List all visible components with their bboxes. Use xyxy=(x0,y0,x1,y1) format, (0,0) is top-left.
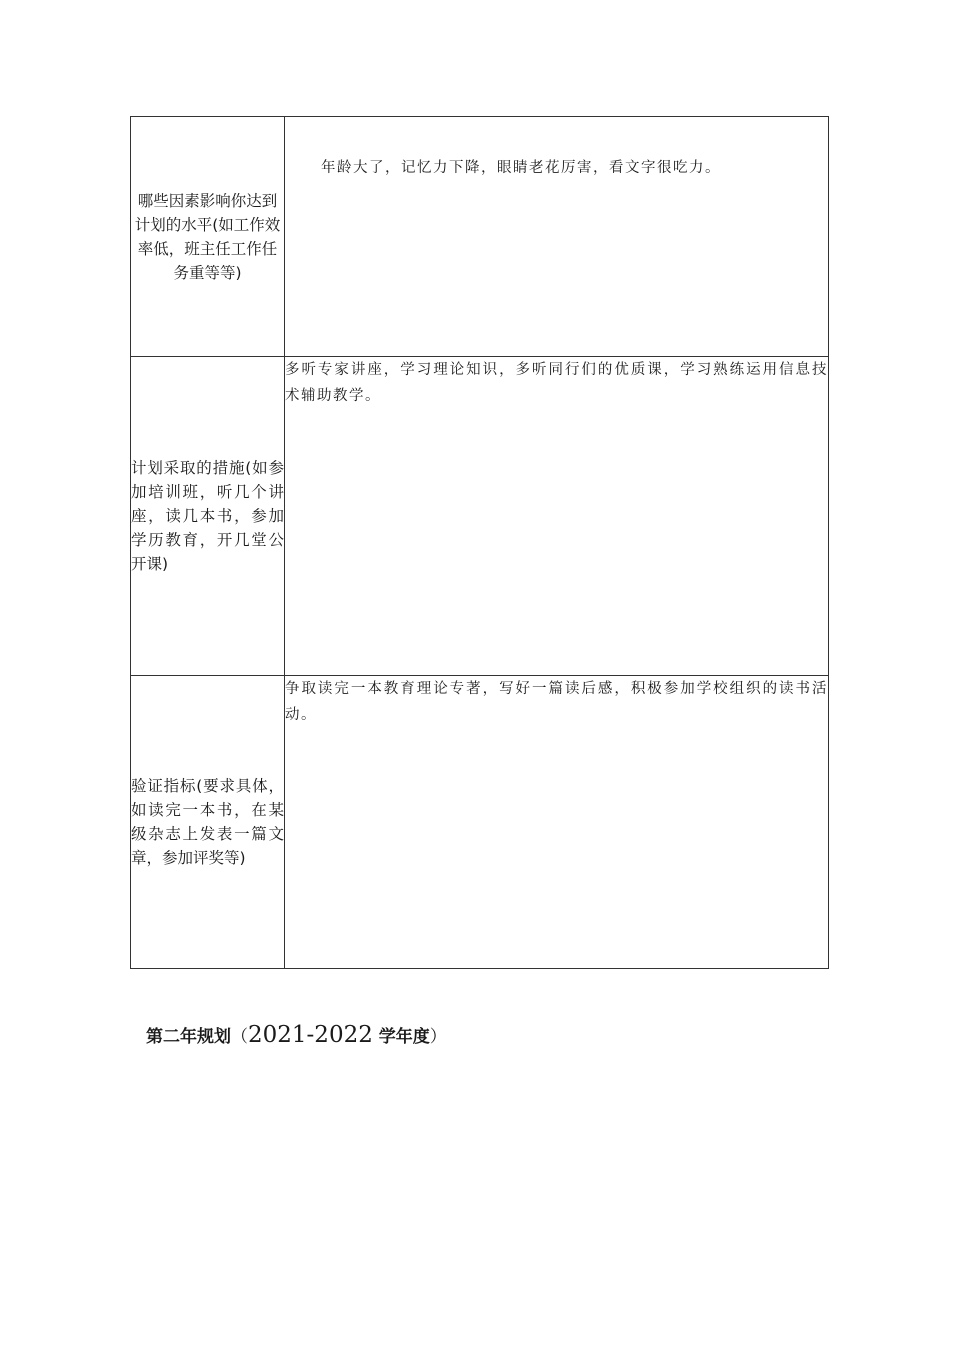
row-label-factors: 哪些因素影响你达到计划的水平(如工作效率低，班主任工作任务重等等) xyxy=(131,117,285,357)
section-title-prefix: 第二年规划 xyxy=(146,1027,231,1047)
section-title-open-paren: （ xyxy=(231,1027,248,1047)
section-title xyxy=(146,1022,447,1048)
row-label-measures: 计划采取的措施(如参加培训班，听几个讲座，读几本书，参加学历教育，开几堂公开课) xyxy=(131,357,285,676)
table-row xyxy=(131,117,829,357)
row-label-indicators: 验证指标(要求具体，如读完一本书，在某级杂志上发表一篇文章，参加评奖等) xyxy=(131,676,285,969)
row-content-indicators: 争取读完一本教育理论专著，写好一篇读后感，积极参加学校组织的读书活动。 xyxy=(285,676,829,969)
table-row xyxy=(131,676,829,969)
table-row xyxy=(131,357,829,676)
section-title-close-paren: ） xyxy=(429,1027,447,1047)
section-title-suffix: 学年度 xyxy=(372,1027,430,1047)
plan-table xyxy=(130,116,829,969)
section-title-year: 2021-2022 xyxy=(248,1022,373,1048)
row-content-factors: 年龄大了，记忆力下降，眼睛老花厉害，看文字很吃力。 xyxy=(285,117,829,357)
row-content-measures: 多听专家讲座，学习理论知识，多听同行们的优质课，学习熟练运用信息技术辅助教学。 xyxy=(285,357,829,676)
